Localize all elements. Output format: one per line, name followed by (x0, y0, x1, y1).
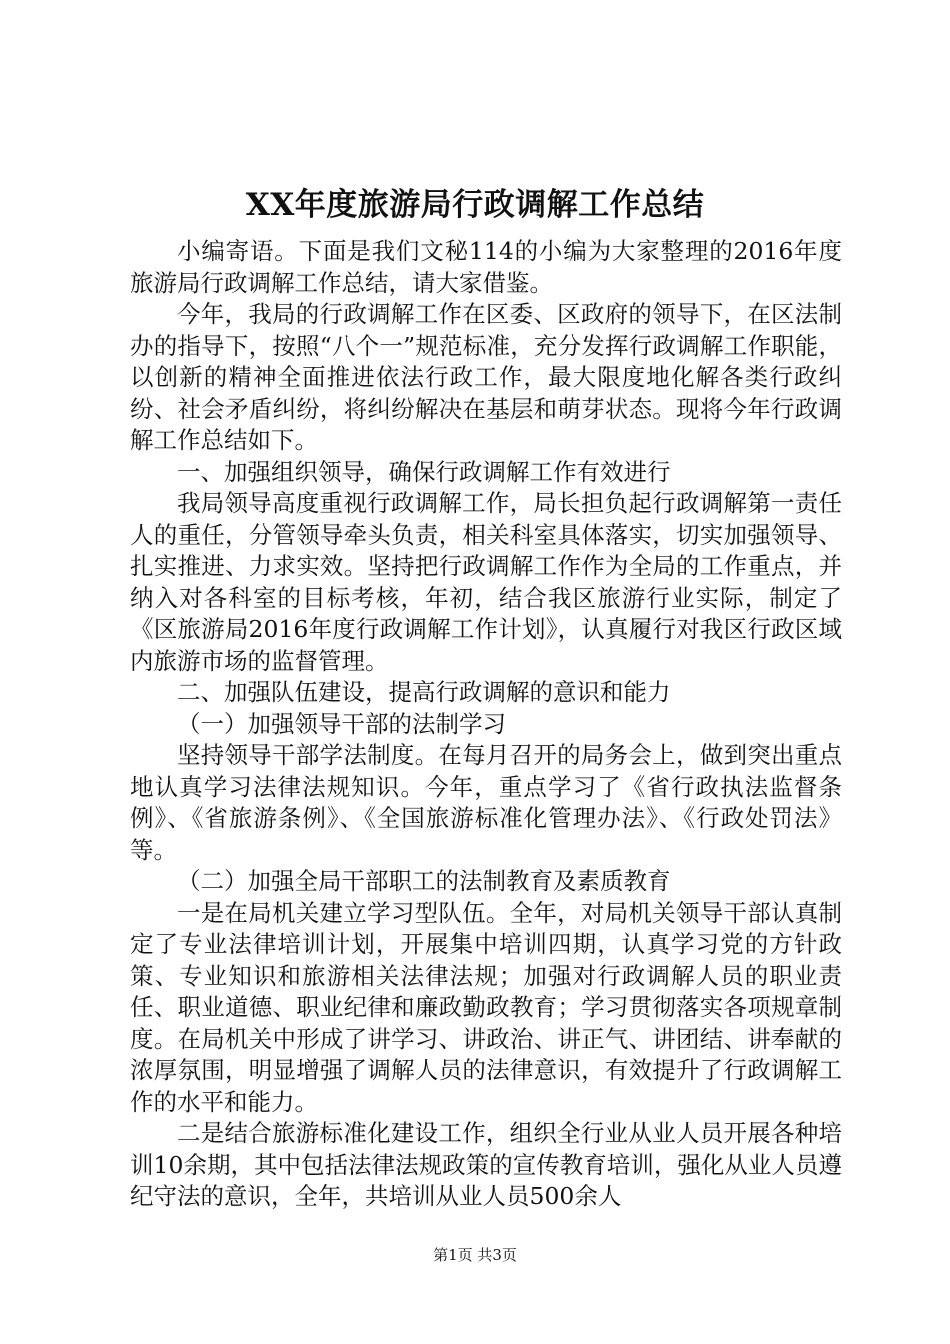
heading-section-2: 二、加强队伍建设，提高行政调解的意识和能力 (177, 678, 671, 706)
subheading-2-2: （二）加强全局干部职工的法制教育及素质教育 (177, 867, 671, 895)
document-body (130, 236, 842, 1213)
paragraph-intro: 小编寄语。下面是我们文秘114的小编为大家整理的2016年度旅游局行政调解工作总结，请大家借鉴。 (130, 237, 842, 297)
paragraph-section-1: 我局领导高度重视行政调解工作，局长担负起行政调解第一责任人的重任，分管领导牵头负责，相关科室具体落实，切实加强领导、扎实推进、力求实效。坚持把行政调解工作作为全局的工作重点，并纳入对各科室的目标考核，年初，结合我区旅游行业实际，制定了《区旅游局2016年度行政调解工作计划》，认真履行对我区行政区域内旅游市场的监督管理。 (130, 489, 842, 675)
paragraph-2-2-b: 二是结合旅游标准化建设工作，组织全行业从业人员开展各种培训10余期，其中包括法律法规政策的宣传教育培训，强化从业人员遵纪守法的意识，全年，共培训从业人员500余人 (130, 1119, 842, 1210)
heading-section-1: 一、加强组织领导，确保行政调解工作有效进行 (177, 457, 671, 486)
page-number: 第1页 共3页 (433, 1246, 517, 1264)
paragraph-2-1: 坚持领导干部学法制度。在每月召开的局务会上，做到突出重点地认真学习法律法规知识。今年，重点学习了《省行政执法监督条例》、《省旅游条例》、《全国旅游标准化管理办法》、《行政处罚法》等。 (130, 741, 842, 864)
paragraph-overview: 今年，我局的行政调解工作在区委、区政府的领导下，在区法制办的指导下，按照“八个一”规范标准，充分发挥行政调解工作职能，以创新的精神全面推进依法行政工作，最大限度地化解各类行政纠纷、社会矛盾纠纷，将纠纷解决在基层和萌芽状态。现将今年行政调解工作总结如下。 (130, 300, 842, 454)
subheading-2-1: （一）加强领导干部的法制学习 (177, 709, 506, 738)
document-title: XX年度旅游局行政调解工作总结 (245, 187, 705, 223)
paragraph-2-2-a: 一是在局机关建立学习型队伍。全年，对局机关领导干部认真制定了专业法律培训计划，开展集中培训四期，认真学习党的方针政策、专业知识和旅游相关法律法规；加强对行政调解人员的职业责任、职业道德、职业纪律和廉政勤政教育；学习贯彻落实各项规章制度。在局机关中形成了讲学习、讲政治、讲正气、讲团结、讲奉献的浓厚氛围，明显增强了调解人员的法律意识，有效提升了行政调解工作的水平和能力。 (130, 898, 842, 1116)
